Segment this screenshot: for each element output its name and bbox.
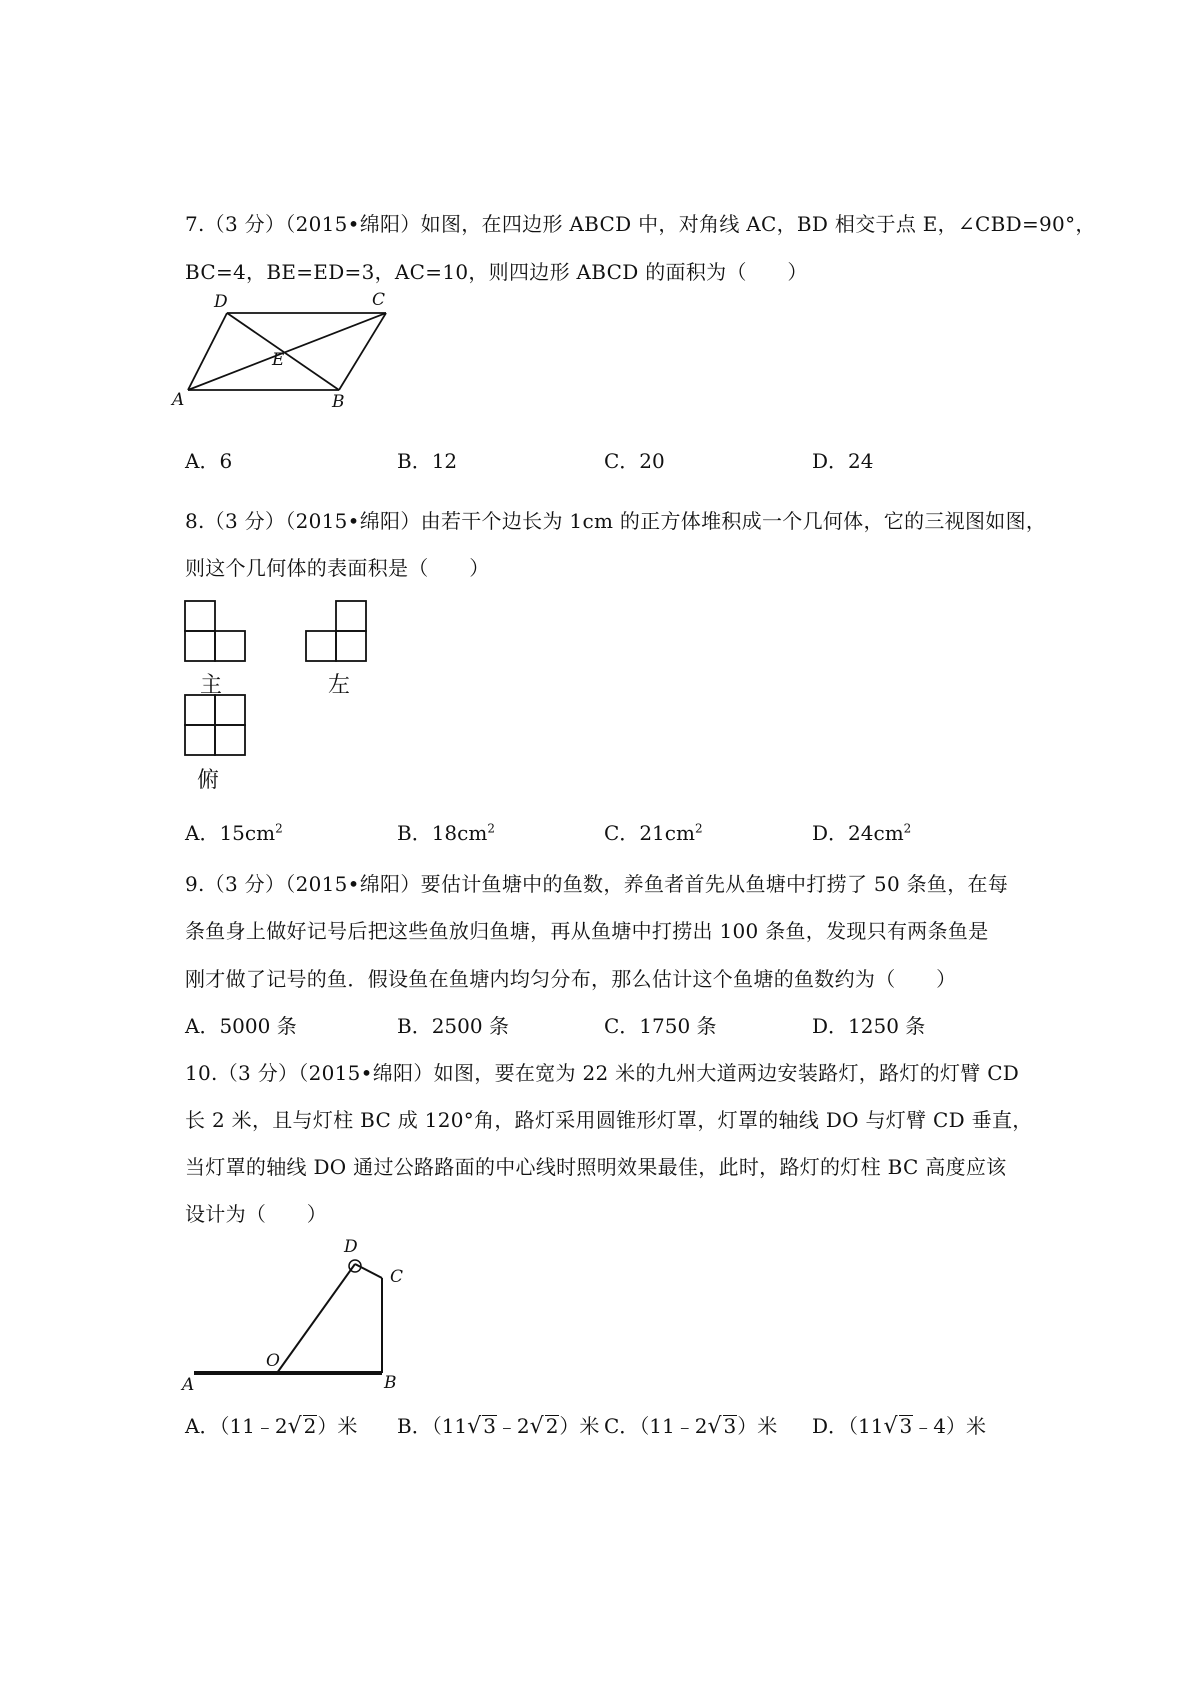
q10-stem-line1: 10.（3 分）（2015•绵阳）如图，要在宽为 22 米的九州大道两边安装路灯，路灯的灯臂 CD [185, 1061, 1020, 1085]
sqrt-icon: √ 2 [287, 1414, 317, 1439]
q10-option-b-radicand2: 2 [545, 1414, 559, 1438]
q8-option-d-sup: 2 [903, 821, 912, 836]
q8-stem-line1: 8.（3 分）（2015•绵阳）由若干个边长为 1cm 的正方体堆积成一个几何体，它的三视图如图， [185, 509, 1047, 533]
q9-stem-line3: 刚才做了记号的鱼．假设鱼在鱼塘内均匀分布，那么估计这个鱼塘的鱼数约为（ ） [185, 967, 957, 991]
q8-option-d-label: D． [812, 821, 849, 845]
q9-stem-line1: 9.（3 分）（2015•绵阳）要估计鱼塘中的鱼数，养鱼者首先从鱼塘中打捞了 50 条鱼，在每 [185, 872, 1009, 896]
sqrt-icon: √ 2 [529, 1414, 559, 1439]
q7-label-a: A [172, 390, 185, 410]
q10-option-d[interactable] [812, 1410, 986, 1439]
q9-option-b[interactable]: B．2500 条 [397, 1014, 509, 1038]
q7-stem-line2: BC=4，BE=ED=3，AC=10，则四边形 ABCD 的面积为（ ） [185, 260, 808, 284]
q10-label-o: O [266, 1351, 280, 1371]
q8-top-view [184, 694, 248, 758]
q8-option-a-label: A． [185, 821, 220, 845]
q8-option-b-label: B． [397, 821, 432, 845]
q8-option-b-value: 18cm [431, 821, 488, 845]
q8-left-view-label: 左 [328, 673, 351, 698]
q10-option-a-label: A． [185, 1414, 220, 1438]
q7-option-b[interactable]: B．12 [397, 449, 458, 473]
q9-option-a[interactable]: A．5000 条 [185, 1014, 297, 1038]
q10-option-c[interactable] [604, 1410, 777, 1439]
q10-stem-line2: 长 2 米，且与灯柱 BC 成 120°角，路灯采用圆锥形灯罩，灯罩的轴线 DO 与灯臂 CD 垂直， [185, 1108, 1033, 1132]
sqrt-icon: √ 3 [883, 1414, 913, 1439]
q7-label-e: E [272, 350, 285, 370]
q10-label-d: D [344, 1237, 358, 1257]
q10-option-d-post: ﹣4）米 [913, 1414, 986, 1438]
q10-stem-line3: 当灯罩的轴线 DO 通过公路路面的中心线时照明效果最佳，此时，路灯的灯柱 BC 高度应该 [185, 1155, 1007, 1179]
q10-option-b-radicand1: 3 [483, 1414, 496, 1438]
q8-option-b-sup: 2 [487, 821, 495, 836]
q10-option-b[interactable] [397, 1410, 599, 1439]
q10-option-d-label: D． [812, 1414, 849, 1438]
q8-option-c-label: C． [604, 821, 640, 845]
q10-street-lamp-figure [178, 1228, 428, 1398]
q10-option-c-pre: （11﹣2 [639, 1414, 708, 1438]
q7-label-c: C [372, 290, 386, 310]
q9-stem-line2: 条鱼身上做好记号后把这些鱼放归鱼塘，再从鱼塘中打捞出 100 条鱼，发现只有两条鱼是 [185, 919, 989, 943]
q10-label-b: B [384, 1373, 397, 1393]
q8-option-a-value: 15cm [219, 821, 276, 845]
q8-option-b[interactable] [397, 817, 495, 846]
q7-label-d: D [214, 292, 228, 312]
q8-option-c[interactable] [604, 817, 703, 846]
q8-left-view [305, 600, 369, 664]
sqrt-icon: √ 3 [467, 1414, 496, 1439]
sqrt-icon: √ 3 [707, 1414, 737, 1439]
q10-option-c-label: C． [604, 1414, 640, 1438]
q8-option-d-value: 24cm [848, 821, 904, 845]
q10-option-a-post: ）米 [317, 1414, 358, 1438]
q8-top-view-label: 俯 [197, 768, 220, 793]
q8-option-a[interactable] [185, 817, 283, 846]
q8-front-view [184, 600, 248, 664]
q7-option-d[interactable]: D．24 [812, 449, 874, 473]
q8-option-c-value: 21cm [639, 821, 695, 845]
q8-front-view-label: 主 [200, 673, 223, 698]
q10-option-b-pre: （11 [431, 1414, 468, 1438]
q8-option-d[interactable] [812, 817, 911, 846]
q10-option-b-mid: ﹣2 [496, 1414, 530, 1438]
q8-option-c-sup: 2 [694, 821, 703, 836]
q10-stem-line4: 设计为（ ） [185, 1202, 328, 1226]
q10-option-a-radicand: 2 [303, 1414, 317, 1438]
q10-option-c-radicand: 3 [723, 1414, 737, 1438]
q8-stem-line2: 则这个几何体的表面积是（ ） [185, 556, 490, 580]
q7-option-c[interactable]: C．20 [604, 449, 665, 473]
q7-label-b: B [332, 392, 345, 410]
q10-option-c-post: ）米 [737, 1414, 778, 1438]
q9-option-c[interactable]: C．1750 条 [604, 1014, 717, 1038]
q10-option-b-label: B． [397, 1414, 432, 1438]
q7-quadrilateral-figure [170, 285, 430, 410]
q7-stem-line1: 7.（3 分）（2015•绵阳）如图，在四边形 ABCD 中，对角线 AC，BD 相交于点 E，∠CBD=90°， [185, 212, 1096, 236]
q7-option-a[interactable]: A．6 [185, 449, 233, 473]
q10-option-a-pre: （11﹣2 [219, 1414, 288, 1438]
q10-label-c: C [390, 1267, 404, 1287]
q9-option-d[interactable]: D．1250 条 [812, 1014, 926, 1038]
q10-label-a: A [182, 1375, 195, 1395]
q10-option-d-radicand: 3 [899, 1414, 913, 1438]
q8-option-a-sup: 2 [275, 821, 283, 836]
q10-option-a[interactable] [185, 1410, 357, 1439]
q10-option-b-post: ）米 [559, 1414, 600, 1438]
q10-option-d-pre: （11 [848, 1414, 884, 1438]
